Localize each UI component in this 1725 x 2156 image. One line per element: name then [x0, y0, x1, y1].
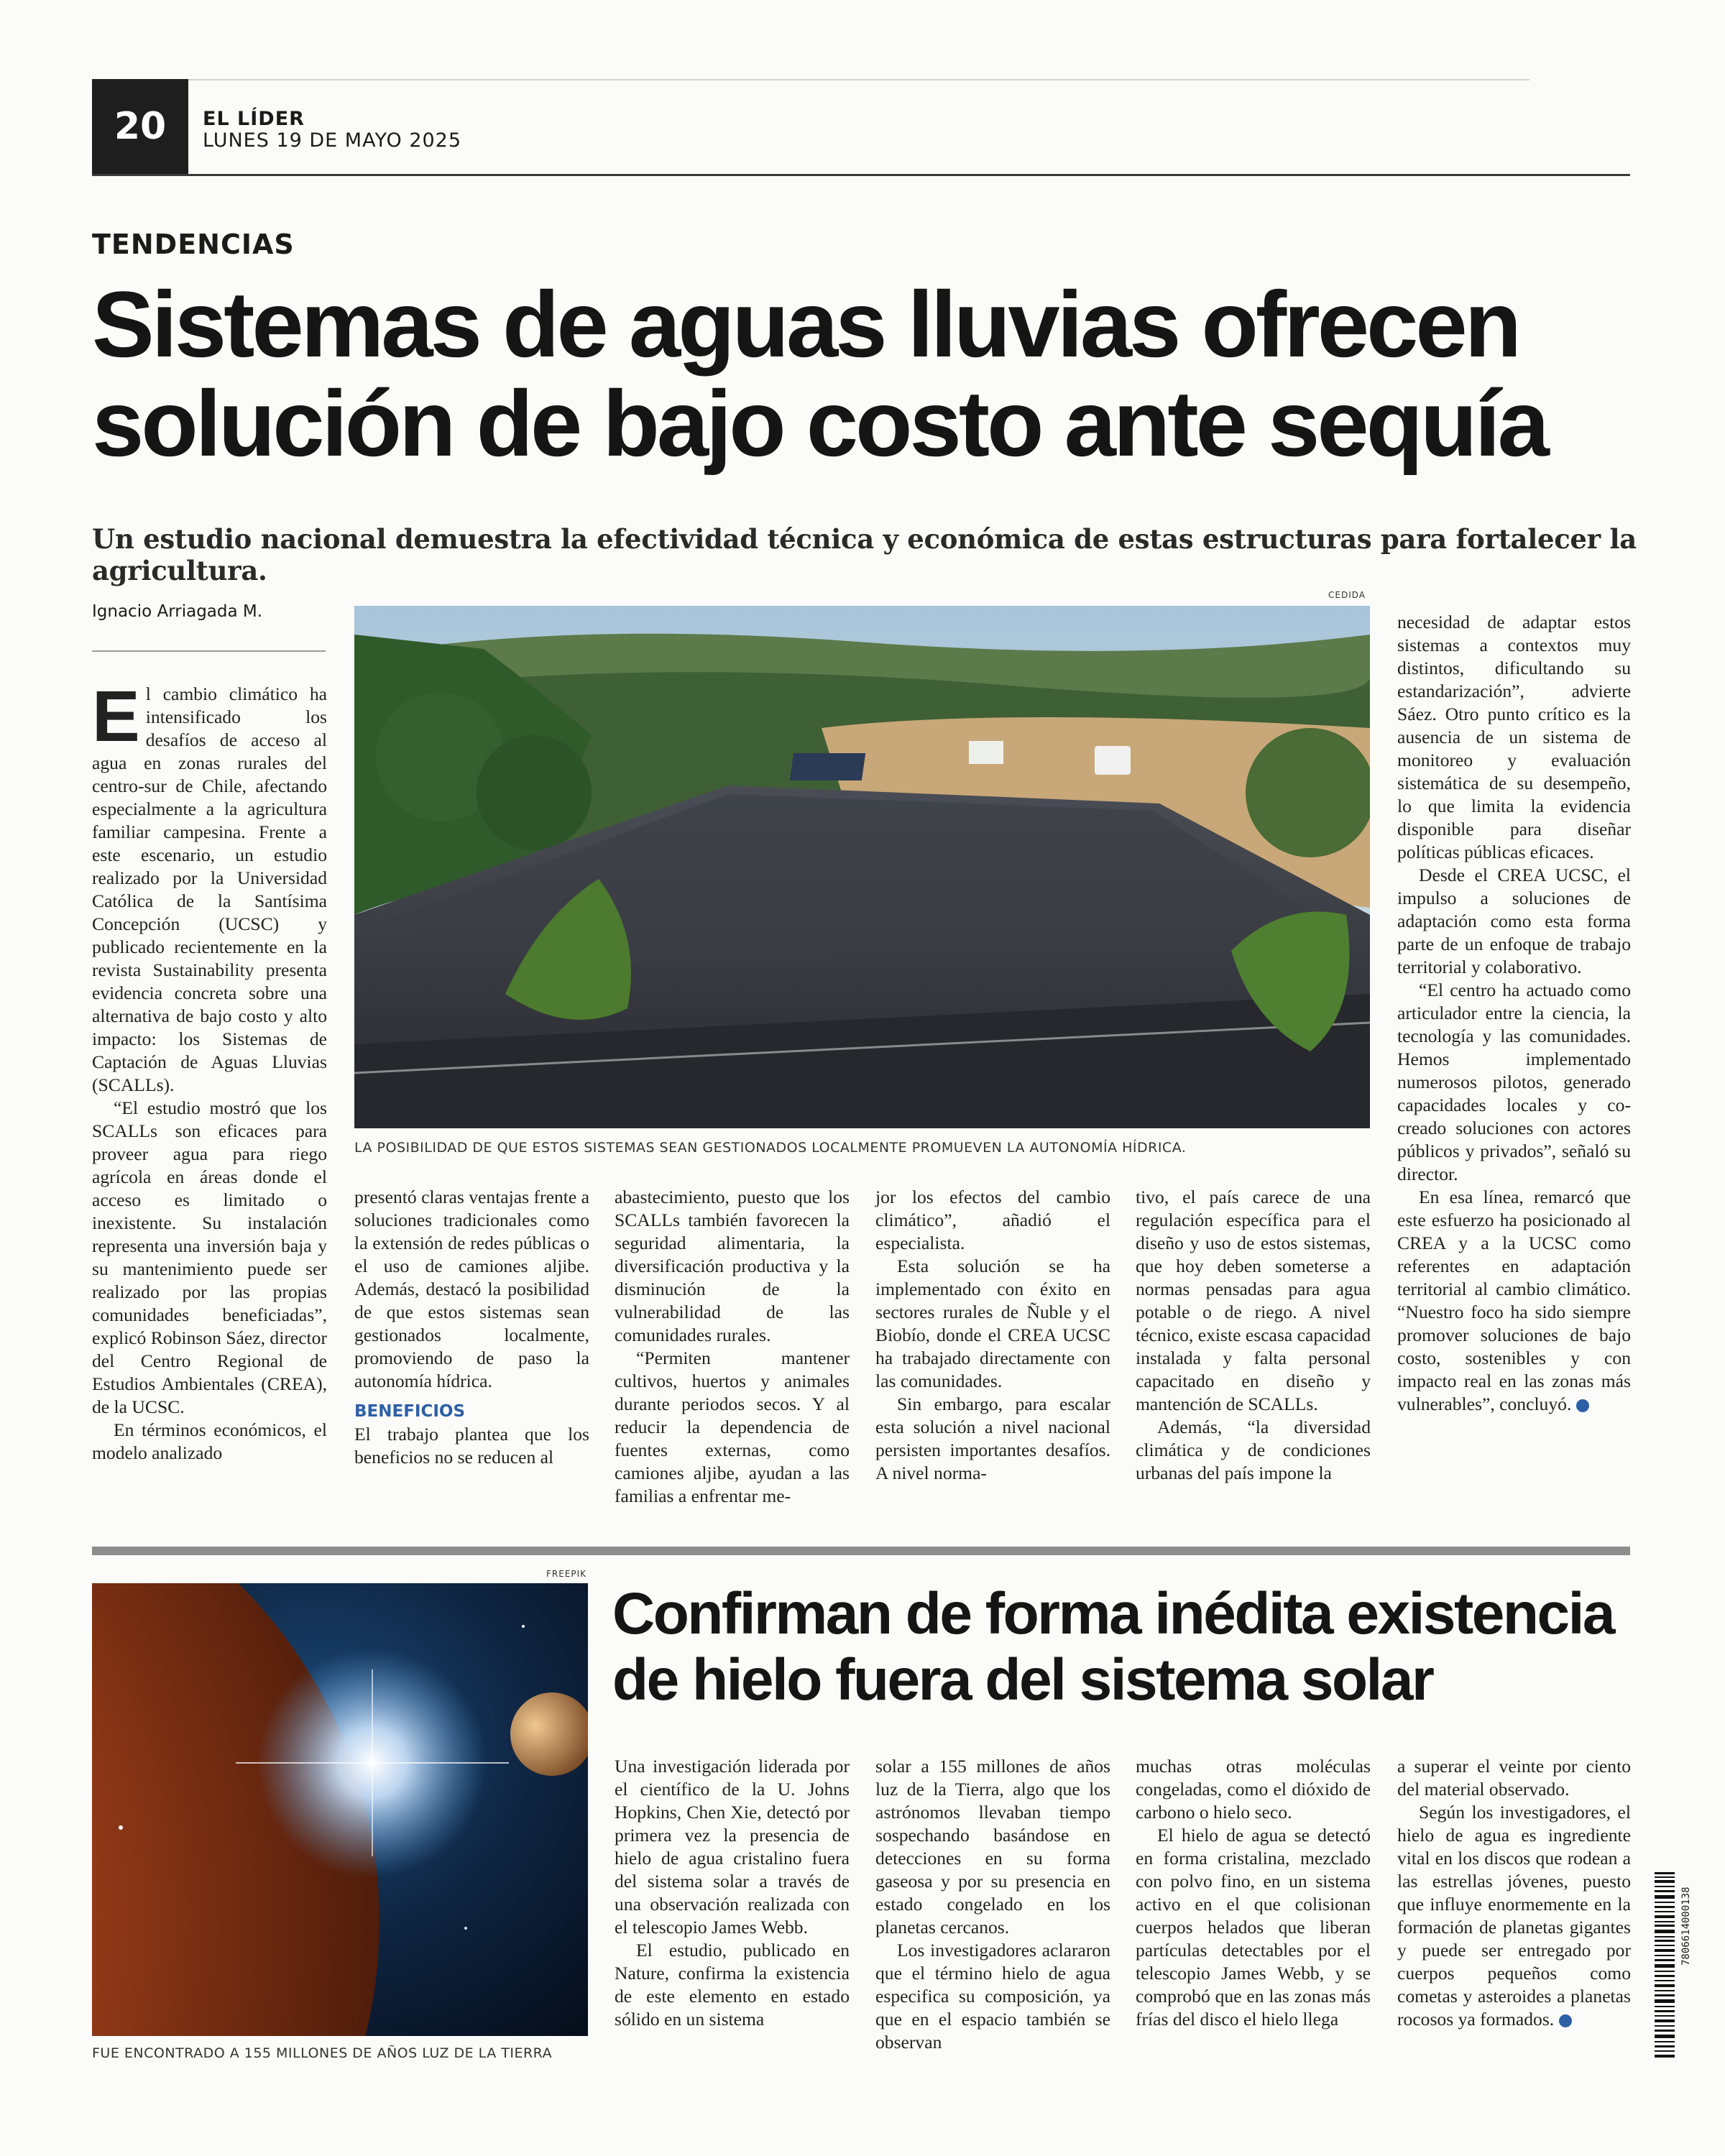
secondary-headline — [612, 1581, 1633, 1713]
article1-column-1 — [92, 676, 327, 1465]
main-headline — [92, 272, 1659, 476]
page-number: 20 — [92, 79, 188, 174]
article1-col6-p2: Desde el CREA UCSC, el impulso a soluciones de adaptación como esta forma parte de un enfoque de trabajo territorial y colaborativo. — [1397, 865, 1631, 977]
byline-rule — [92, 650, 326, 652]
article1-col6-p3: “El centro ha actuado como articulador entre la ciencia, la tecnología y las comunidades. Hemos implementado numerosos pilotos, generado capacidades locales y co-creado soluciones con actores públicos y privados”, señaló su director. — [1397, 980, 1631, 1184]
dropcap: E — [92, 676, 140, 757]
article2-col4-p1: a superar el veinte por ciento del material observado. — [1397, 1756, 1631, 1800]
article-deck: Un estudio nacional demuestra la efectividad técnica y económica de estas estructuras para fortalecer la agricultura. — [92, 523, 1637, 586]
article1-column-3 — [615, 1186, 850, 1508]
article1-col5-p2: Además, “la diversidad climática y de condiciones urbanas del país impone la — [1136, 1416, 1371, 1483]
photo2-caption: FUE ENCONTRADO A 155 MILLONES DE AÑOS LUZ DE LA TIERRA — [92, 2045, 553, 2061]
article2-col3-p2: El hielo de agua se detectó en forma cristalina, mezclado con polvo fino, en un sistema activo en el que colisionan cuerpos helados que liberan partículas detectables por el telescopio James Webb, y se comprobó que en las zonas más frías del disco el hielo llega — [1136, 1825, 1371, 2030]
article1-col1-p3: En términos económicos, el modelo analizado — [92, 1419, 327, 1463]
top-rule — [188, 79, 1530, 80]
barcode-digits: 7806614000138 — [1680, 1886, 1692, 1966]
reservoir-photo — [354, 606, 1370, 1128]
planet-photo-illustration — [92, 1583, 588, 2036]
article1-col2-p2: El trabajo plantea que los beneficios no se reducen al — [354, 1424, 589, 1468]
article2-column-2 — [875, 1755, 1110, 2054]
article1-col4-p2: Esta solución se ha implementado con éxito en sectores rurales de Ñuble y el Biobío, donde el CREA UCSC ha trabajado directamente con las comunidades. — [875, 1256, 1110, 1391]
article1-col3-p2: “Permiten mantener cultivos, huertos y animales durante periodos secos. Y al reducir la dependencia de fuentes externas, como camiones aljibe, ayudan a las familias a enfrentar me- — [615, 1348, 850, 1506]
issue-date: LUNES 19 DE MAYO 2025 — [203, 129, 462, 152]
article1-column-4 — [875, 1186, 1110, 1485]
article1-col2-p1: presentó claras ventajas frente a soluciones tradicionales como la extensión de redes públicas o el uso de camiones aljibe. Además, destacó la posibilidad de que estos sistemas sean gestionados localmente, promoviendo de paso la autonomía hídrica. — [354, 1187, 589, 1391]
article2-col1-p2: El estudio, publicado en Nature, confirma la existencia de este elemento en estado sólido en un sistema — [615, 1940, 850, 2030]
article1-column-6 — [1397, 611, 1631, 1416]
section-label: TENDENCIAS — [92, 229, 295, 260]
article1-col6-p1: necesidad de adaptar estos sistemas a contextos muy distintos, dificultando su estandarización”, advierte Sáez. Otro punto crítico es la ausencia de un sistema de monitoreo y evaluación sistemática de su desempeño, lo que limita la evidencia disponible para diseñar políticas públicas eficaces. — [1397, 612, 1631, 862]
barcode — [1655, 1872, 1683, 2059]
article2-col1-p1: Una investigación liderada por el científico de la U. Johns Hopkins, Chen Xie, detectó por primera vez la presencia de hielo de agua cristalino fuera del sistema solar a través de una observación realizada con el telescopio James Webb. — [615, 1756, 850, 1938]
article1-col6-p4: En esa línea, remarcó que este esfuerzo ha posicionado al CREA y a la UCSC como referentes en adaptación territorial al cambio climático. “Nuestro foco ha sido siempre promover soluciones de bajo costo, sostenibles y con impacto real en las zonas más vulnerables”, concluyó. + — [1397, 1187, 1631, 1414]
section-divider — [92, 1547, 1630, 1555]
article1-col1-p2: “El estudio mostró que los SCALLs son eficaces para proveer agua para riego agrícola en áreas donde el acceso es limitado o inexistente. Su instalación representa una inversión baja y su mantenimiento puede ser realizado por las propias comunidades beneficiadas”, explicó Robinson Sáez, director del Centro Regional de Estudios Ambientales (CREA), de la UCSC. — [92, 1097, 327, 1417]
article1-col1-p1: El cambio climático ha intensificado los desafíos de acceso al agua en zonas rurales del centro-sur de Chile, afectando especialmente a la agricultura familiar campesina. Frente a este escenario, un estudio realizado por la Universidad Católica de la Santísima Concepción (UCSC) y publicado recientemente en la revista Sustainability presenta evidencia concreta sobre una alternativa de bajo costo y alto impacto: los Sistemas de Captación de Aguas Lluvias (SCALLs). — [92, 676, 327, 1095]
circle-end-icon: + — [1576, 1399, 1589, 1412]
article1-col3-p1: abastecimiento, puesto que los SCALLs también favorecen la seguridad alimentaria, la diversificación productiva y la disminución de la vulnerabilidad de las comunidades rurales. — [615, 1187, 850, 1345]
barcode-bars — [1655, 1872, 1683, 2059]
headline-line-2: solución de bajo costo ante sequía — [92, 371, 1547, 476]
article1-column-5 — [1136, 1186, 1371, 1485]
headline2-line-1: Confirman de forma inédita existencia — [612, 1581, 1614, 1646]
planet-photo — [92, 1583, 588, 2036]
subhead-beneficios: BENEFICIOS — [354, 1402, 466, 1421]
article1-col5-p1: tivo, el país carece de una regulación específica para el diseño y uso de estos sistemas, que hoy deben someterse a normas pensadas para agua potable o de riego. A nivel técnico, existe escasa capacidad instalada y falta personal capacitado en diseño y mantención de SCALLs. — [1136, 1187, 1371, 1414]
article1-col4-p3: Sin embargo, para escalar esta solución a nivel nacional persisten importantes desafíos. A nivel norma- — [875, 1393, 1110, 1483]
article2-col2-p2: Los investigadores aclararon que el término hielo de agua especifica su composición, ya que en el espacio también se observan — [875, 1940, 1110, 2053]
article2-col4-p2: Según los investigadores, el hielo de agua es ingrediente vital en los discos que rodean a las estrellas jóvenes, puesto que influye enormemente en la formación de planetas gigantes y puede ser entregado por cuerpos pequeños como cometas y asteroides a planetas rocosos ya formados. + — [1397, 1802, 1631, 2030]
circle-end-icon: + — [1559, 2014, 1572, 2027]
article2-col2-p1: solar a 155 millones de años luz de la Tierra, algo que los astrónomos llevaban tiempo sospechando basándose en detecciones en su forma gaseosa y por su presencia en estado congelado en los planetas cercanos. — [875, 1756, 1110, 1938]
header-rule — [92, 174, 1630, 176]
byline: Ignacio Arriagada M. — [92, 602, 263, 621]
article1-col4-p1: jor los efectos del cambio climático”, añadió el especialista. — [875, 1187, 1110, 1253]
newspaper-name: EL LÍDER — [203, 108, 305, 130]
article2-column-3 — [1136, 1755, 1371, 2031]
reservoir-photo-illustration — [354, 606, 1370, 1128]
photo2-credit: FREEPIK — [546, 1569, 587, 1579]
headline2-line-2: de hielo fuera del sistema solar — [612, 1647, 1433, 1713]
photo-caption: LA POSIBILIDAD DE QUE ESTOS SISTEMAS SEAN GESTIONADOS LOCALMENTE PROMUEVEN LA AUTONOMÍA HÍDRICA. — [354, 1140, 1187, 1156]
headline-line-1: Sistemas de aguas lluvias ofrecen — [92, 272, 1519, 377]
article2-col3-p1: muchas otras moléculas congeladas, como el dióxido de carbono o hielo seco. — [1136, 1756, 1371, 1823]
article2-column-4 — [1397, 1755, 1631, 2031]
article1-column-2 — [354, 1186, 589, 1469]
article2-column-1 — [615, 1755, 850, 2031]
photo-credit: CEDIDA — [1328, 590, 1366, 600]
